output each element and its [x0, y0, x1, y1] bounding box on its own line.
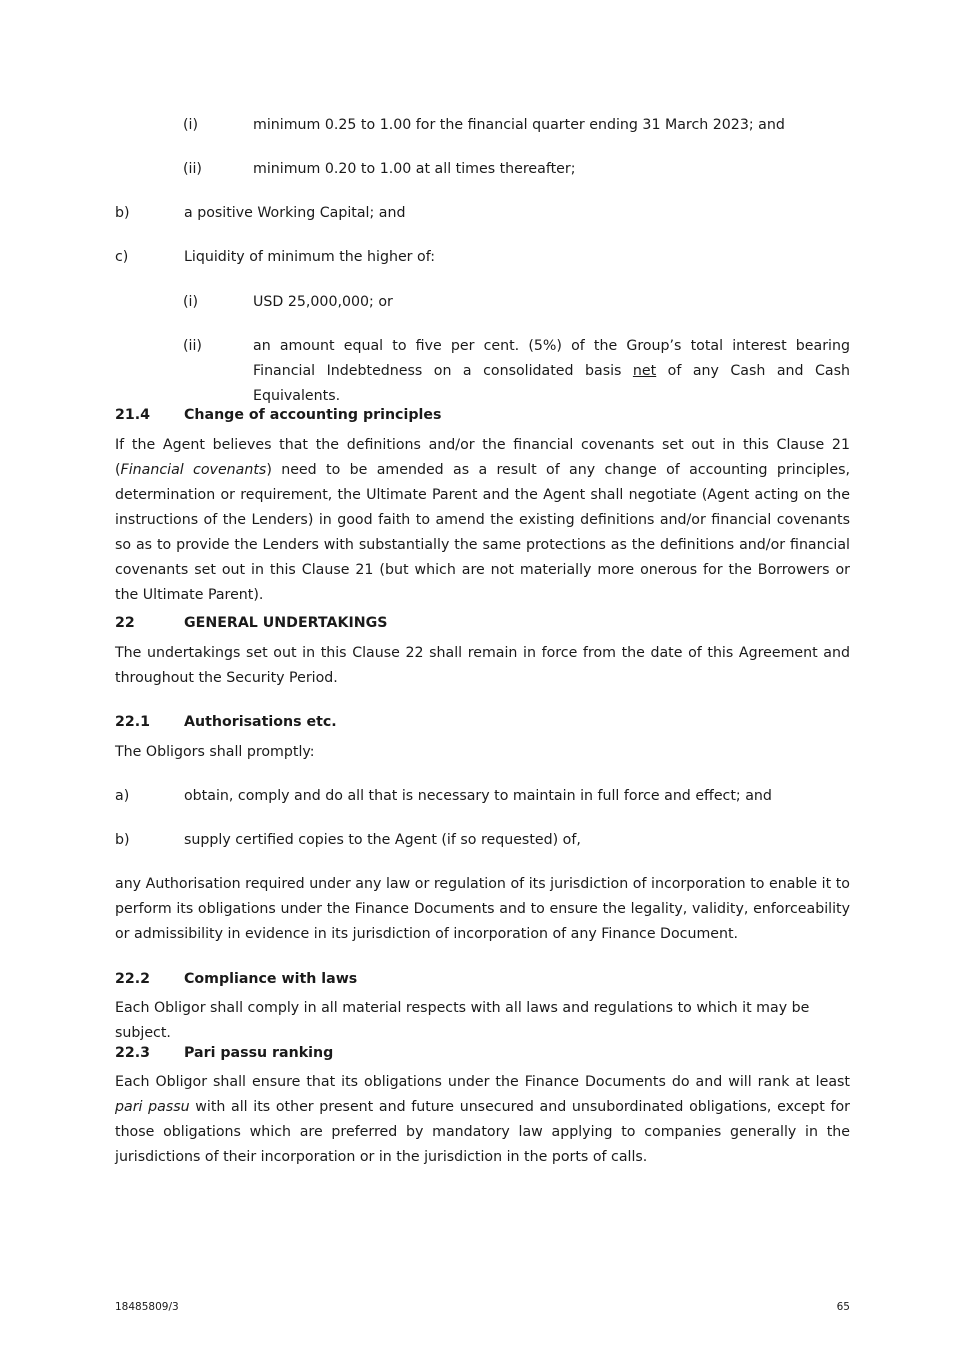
- list-item-text: [253, 334, 850, 409]
- section-heading: Compliance with laws: [184, 971, 358, 987]
- section-paragraph: any Authorisation required under any law or regulation of its jurisdiction of incorporation to enable it to perform its obligations under the Finance Documents and to ensure the legality, validity, enforceability or admissibility in evidence in its jurisdiction of incorporation of any Finance Document.: [115, 876, 850, 942]
- section-number: 22.3: [115, 1045, 151, 1061]
- section-paragraph: [115, 433, 850, 608]
- section-heading: Pari passu ranking: [184, 1045, 334, 1061]
- list-marker: a): [115, 788, 130, 804]
- text-run: If the Agent believes that the definitions and/or the financial covenants set out in this Clause 21 (: [115, 437, 850, 478]
- list-item-text: USD 25,000,000; or: [253, 294, 393, 310]
- list-marker: c): [115, 249, 129, 265]
- clause-heading: GENERAL UNDERTAKINGS: [184, 615, 388, 631]
- list-item-text: minimum 0.25 to 1.00 for the financial quarter ending 31 March 2023; and: [253, 117, 785, 133]
- text-run: of any Cash and Cash Equivalents.: [253, 363, 850, 404]
- page-number: 65: [836, 1301, 850, 1313]
- underlined-term: net: [632, 363, 657, 379]
- text-run: with all its other present and future unsecured and unsubordinated obligations, except for those obligations which are preferred by mandatory law applying to companies generally in the jurisdictions of their incorporation or in the jurisdiction in the ports of calls.: [115, 1099, 850, 1165]
- document-reference: 18485809/3: [115, 1301, 179, 1313]
- list-marker: (i): [183, 294, 199, 310]
- list-item-text: Liquidity of minimum the higher of:: [184, 249, 435, 265]
- clause-number: 22: [115, 615, 135, 631]
- list-item-text: supply certified copies to the Agent (if so requested) of,: [184, 832, 581, 848]
- section-heading: Authorisations etc.: [184, 714, 337, 730]
- list-item-text: obtain, comply and do all that is necessary to maintain in full force and effect; and: [184, 788, 772, 804]
- section-heading: Change of accounting principles: [184, 407, 442, 423]
- italic-term: Financial covenants: [120, 462, 267, 478]
- list-marker: (ii): [183, 338, 202, 354]
- list-marker: b): [115, 205, 130, 221]
- section-number: 22.1: [115, 714, 151, 730]
- text-run: Each Obligor shall ensure that its obligations under the Finance Documents do and will rank at least: [115, 1074, 850, 1090]
- section-paragraph: [115, 1070, 850, 1170]
- clause-paragraph: The undertakings set out in this Clause 22 shall remain in force from the date of this Agreement and throughout the Security Period.: [115, 645, 850, 686]
- list-marker: b): [115, 832, 130, 848]
- list-item-text: a positive Working Capital; and: [184, 205, 406, 221]
- section-paragraph: The Obligors shall promptly:: [115, 744, 315, 760]
- section-paragraph: Each Obligor shall comply in all material respects with all laws and regulations to which it may be subject.: [115, 1000, 810, 1041]
- italic-term: pari passu: [115, 1099, 190, 1115]
- list-marker: (i): [183, 117, 199, 133]
- list-marker: (ii): [183, 161, 202, 177]
- text-run: ) need to be amended as a result of any change of accounting principles, determination or requirement, the Ultimate Parent and the Agent shall negotiate (Agent acting on the instructions of the Lenders) in good faith to amend the existing definitions and/or financial covenants so as to provide the Lenders with substantially the same protections as the definitions and/or financial covenants set out in this Clause 21 (but which are not materially more onerous for the Borrowers or the Ultimate Parent).: [115, 462, 851, 603]
- list-item-text: minimum 0.20 to 1.00 at all times thereafter;: [253, 161, 576, 177]
- text-run: an amount equal to five per cent. (5%) of the Group’s total interest bearing Financial Indebtedness on a consolidated basis: [253, 338, 850, 379]
- section-number: 21.4: [115, 407, 151, 423]
- section-number: 22.2: [115, 971, 151, 987]
